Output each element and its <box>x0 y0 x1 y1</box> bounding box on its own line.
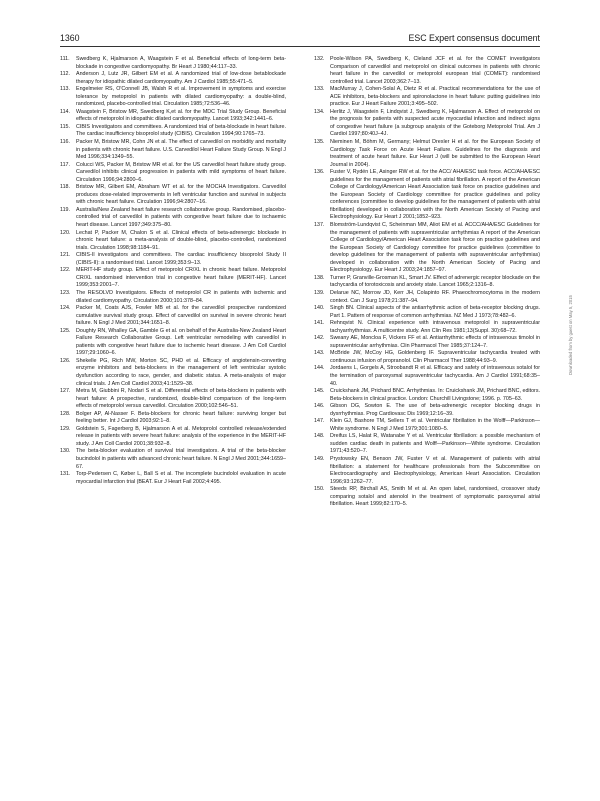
reference-text: The beta-blocker evaluation of survival trial investigators. A trial of the beta-blocker bucindolol in patients with advanced chronic heart failure. N Engl J Med 2001;344:1659–67. <box>76 448 286 470</box>
reference-item <box>314 275 540 290</box>
reference-text: Delarue NC, Morrow JD, Kerr JH, Colapinto RF. Phaeochromocytoma in the modern context. Can J Surg 1978;21:387–94. <box>330 289 540 304</box>
reference-item <box>60 411 286 426</box>
reference-item <box>314 290 540 305</box>
reference-text: Bolger AP, Al-Nasser F. Beta-blockers for chronic heart failure: surviving longer but feeling better. Int J Cardiol 2003;92:1–8. <box>76 410 286 425</box>
reference-text: Shekelle PG, Rich MW, Morton SC, PHD et al. Efficacy of angiotensin-converting enzyme inhibitors and beta-blockers in the management of left ventricular systolic dysfunction according to race, gender, and diabetic status. A meta-analysis of major clinical trials. J Am Coll Cardiol 2003;41:1529–38. <box>76 357 286 387</box>
reference-number: 146. <box>314 403 325 410</box>
reference-number: 150. <box>314 486 325 493</box>
reference-text: Australia/New Zealand heart failure research collaborative group. Randomised, placebo-controlled trial of carvedilol in patients with congestive heart failure due to ischaemic heart disease. Lancet 1997;349:375–80. <box>76 206 286 229</box>
reference-text: Rehnqvist N. Clinical experience with intravenous metoprolol in supraventricular tachyarrhythmias. A multicentre study. Ann Clin Res 1981;13(Suppl. 30):68–72. <box>330 320 540 334</box>
reference-number: 134. <box>314 108 325 115</box>
reference-item <box>60 328 286 358</box>
reference-item <box>314 86 540 109</box>
reference-text: Engelmeier RS, O'Connell JB, Walsh R et al. Improvement in symptoms and exercise tolerance by metoprolol in patients with dilated cardiomyopathy: a double-blind, randomized, placebo-controlled trial. Circulation 1985;72:536–46. <box>76 86 286 108</box>
reference-number: 130. <box>60 448 71 455</box>
references-right-column <box>314 56 540 509</box>
reference-item <box>314 365 540 388</box>
reference-number: 140. <box>314 305 325 312</box>
reference-item <box>60 162 286 185</box>
reference-number: 148. <box>314 433 325 440</box>
reference-item <box>60 109 286 124</box>
reference-number: 121. <box>60 252 71 259</box>
reference-number: 145. <box>314 388 325 395</box>
reference-number: 111. <box>60 56 70 62</box>
reference-text: CIBIS Investigators and committees. A randomized trial of beta-blockade in heart failure. The cardiac insufficiency bisoprolol study (CIBIS). Circulation 1994;90:1765–73. <box>76 123 286 138</box>
reference-item <box>314 320 540 335</box>
reference-number: 129. <box>60 425 71 432</box>
reference-item <box>60 139 286 162</box>
reference-number: 113. <box>60 86 71 93</box>
page-number: 1360 <box>60 33 80 43</box>
header-rule <box>60 46 540 47</box>
reference-text: Packer M, Coats AJS, Fowler MB et al. for the carvedilol prospective randomized cumulative survival study group. Effect of carvedilol on survival in severe chronic heart failure. N Engl J Med 2001;344:1651–8. <box>76 305 286 327</box>
reference-number: 116. <box>60 139 71 146</box>
reference-item <box>60 230 286 253</box>
reference-text: Cruickshank JM, Prichard BNC. Arrhythmias. In: Cruickshank JM, Prichard BNC, editors. Beta-blockers in clinical practice. London: Churchill Livingstone; 1996. p. 705–63. <box>330 388 540 402</box>
reference-text: Jordaens L, Gorgels A, Stroobandt R et al. Efficacy and safety of intravenous sotalol for the termination of paroxysmal supraventricular tachycardia. Am J Cardiol 1991;68:35–40. <box>330 365 540 387</box>
reference-number: 115. <box>60 123 71 130</box>
reference-item <box>314 403 540 418</box>
reference-item <box>60 71 286 86</box>
reference-number: 123. <box>60 289 71 296</box>
reference-text: Poole-Wilson PA, Swedberg K, Cleland JCF et al. for the COMET investigators Comparison of carvedilol and metoprolol on clinical outcomes in patients with chronic heart failure in the carvedilol or metoprolol european trial (COMET): randomised controlled trial. Lancet 2003;362:7–13. <box>330 56 540 85</box>
reference-text: Gibson DG, Sowton E. The use of beta-adrenergic receptor blocking drugs in dysrrhythmias. Prog Cardiovasc Dis 1969;12:16–39. <box>330 403 540 417</box>
reference-item <box>60 267 286 290</box>
reference-number: 128. <box>60 410 71 417</box>
reference-item <box>60 358 286 388</box>
reference-text: Turner P, Granville-Grosman KL, Smart JV. Effect of adrenergic receptor blockade on the tachycardia of torotoxicosis and anxiety state. Lancet 1965;2:1316–8. <box>330 274 540 289</box>
reference-number: 132. <box>314 56 325 62</box>
reference-text: Torp-Pedersen C, Køber L, Ball S et al. The incomplete bucindolol evaluation in acute myocardial infarction trial (BEAT. Eur J Heart Fail 2002;4:495. <box>76 471 286 485</box>
reference-text: Steeds RP, Birchall AS, Smith M et al. An open label, randomised, crossover study comparing sotalol and atenolol in the treatment of symptomatic paroxysmal atrial fibrillation. Heart 1999;82:170–5. <box>330 486 540 508</box>
reference-text: Swedberg K, Hjalmarson A, Waagstein F et al. Beneficial effects of long-term beta-blockade in congestive cardiomyopathy. Br Heart J 1980;44:117–33. <box>76 56 286 70</box>
reference-number: 126. <box>60 357 71 364</box>
reference-number: 118. <box>60 184 71 191</box>
reference-text: Anderson J, Lutz JR, Gilbert EM et al. A randomized trial of low-dose betablockade therapy for idiopathic dilated cardiomyopathy. Am J Cardiol 1985;55:471–5. <box>76 71 286 85</box>
reference-item <box>60 305 286 328</box>
reference-number: 133. <box>314 86 325 93</box>
reference-number: 142. <box>314 335 325 342</box>
reference-item <box>314 56 540 86</box>
reference-number: 136. <box>314 169 325 176</box>
reference-number: 137. <box>314 222 325 229</box>
reference-number: 147. <box>314 418 325 425</box>
download-note: Downloaded from by guest on May 5, 2015 <box>568 295 573 375</box>
reference-text: McBride JW, McCoy HG, Goldenberg IF. Supraventricular tachycardia treated with continuous infusion of propranolol. Clin Pharmacol Ther 1988;44:93–9. <box>330 350 540 364</box>
reference-item <box>314 486 540 509</box>
reference-item <box>314 222 540 275</box>
reference-number: 143. <box>314 350 325 357</box>
page-header <box>60 32 540 44</box>
reference-item <box>314 109 540 139</box>
reference-item <box>314 456 540 486</box>
reference-text: Herlitz J, Waagstein F, Lindqvist J, Swedberg K, Hjalmarson A. Effect of metoprolol on the prognosis for patients with suspected acute myocardial infarction and indirect signs of congestive heart failure (a subgroup analysis of the Goteborg Metoprolol Trial. Am J Cardiol 1997;80:40J–4J. <box>330 108 540 138</box>
reference-number: 120. <box>60 229 71 236</box>
reference-number: 139. <box>314 289 325 296</box>
reference-item <box>60 290 286 305</box>
reference-item <box>314 350 540 365</box>
reference-number: 127. <box>60 388 71 395</box>
reference-item <box>60 184 286 207</box>
reference-text: Bristow MR, Gilbert EM, Abraham WT et al. for the MOCHA Investigators. Carvedilol produces dose-related improvements in left ventricular function and survival in subjects with chronic heart failure. Circulation 1996;94:2807–16. <box>76 184 286 206</box>
reference-text: Klein GJ, Bashore TM, Sellers T et al. Ventricular fibrillation in the Wolff—Parkinson—White syndrome. N Engl J Med 1979;301:1080–5. <box>330 418 540 432</box>
reference-item <box>314 169 540 222</box>
reference-item <box>314 418 540 433</box>
reference-item <box>314 305 540 320</box>
reference-number: 114. <box>60 108 71 115</box>
reference-item <box>60 56 286 71</box>
reference-item <box>60 252 286 267</box>
reference-text: Metra M, Giubbini R, Nodari S et al. Differential effects of beta-blockers in patients with heart failure: A prospective, randomized, double-blind comparison of the long-term effects of metoprolol versus carvedilol. Circulation 2000;102:546–51. <box>76 388 286 410</box>
reference-item <box>314 335 540 350</box>
reference-number: 144. <box>314 365 325 372</box>
reference-text: Nieminen M, Böhm M, Germany; Helmut Drexler H et al. for the European Society of Cardiology Task Force on Acute Heart Failure. Guidelines for the diagnosis and treatment of acute heart failure. Eur Heart J (will be submitted to the European Heart Journal in 2004). <box>330 139 540 168</box>
reference-item <box>60 471 286 486</box>
reference-text: Goldstein S, Fagerberg B, Hjalmarson A et al. Metoprolol controlled release/extended release in patients with severe heart failure: analysis of the experience in the MERIT-HF study. J Am Coll Cardiol 2001;38:932–8. <box>76 425 286 447</box>
reference-item <box>314 388 540 403</box>
reference-number: 117. <box>60 161 71 168</box>
reference-item <box>60 448 286 471</box>
reference-number: 124. <box>60 305 71 312</box>
reference-text: Blomström-Lundqvist C, Scheinman MM, Aliot EM et al. ACCC/AHA/ESC Guidelines for the management of patients with supraventricular arrhythmias A report of the American College of Cardiology/American Heart Association task force on practice guidelines and the European Society of Cardiology committee for practice guidelines (committee to develop guidelines for the management of patients with supraventricular arrhythmias) developed in collaboration with the North American Society of Pacing and Electrophysiology. Eur Heart J 2003;24:1857–97. <box>330 222 540 274</box>
reference-item <box>314 139 540 169</box>
reference-number: 122. <box>60 267 71 274</box>
reference-text: MERIT-HF study group. Effect of metoprolol CR/XL in chronic heart failure. Metoprolol CR/XL randomised intervention trial in congestive heart failure (MERIT-HF). Lancet 1999;353:2001–7. <box>76 267 286 289</box>
reference-text: Colucci WS, Packer M, Bristow MR et al. for the US carvedilol heart failure study group. Carvedilol inhibits clinical progression in patients with mild symptoms of heart failure. Circulation 1996;94:2800–6. <box>76 161 286 183</box>
reference-text: MacMurray J, Cohen-Solal A, Dietz R et al. Practical recommendations for the use of ACE inhibitors, beta-blockers and spironolactone in heart failure: putting guidelines into practice. Eur J Heart Failure 2001;3:495–502. <box>330 86 540 108</box>
reference-number: 112. <box>60 71 71 78</box>
reference-number: 141. <box>314 320 325 327</box>
reference-text: Waagstein F, Bristow MR, Swedberg K,et al. for the MDC Trial Study Group. Beneficial effects of metoprolol in idiopathic dilated cardiomyopathy. Lancet 1993;342:1441–6. <box>76 108 286 123</box>
reference-text: Lechat P, Packer M, Chalon S et al. Clinical effects of beta-adrenergic blockade in chronic heart failure: a meta-analysis of double-blind, placebo-controlled, randomized trials. Circulation 1998;98:1184–91. <box>76 229 286 251</box>
reference-item <box>60 86 286 109</box>
reference-text: Dreifus LS, Halat R, Watanabe Y et al. Ventricular fibrillation: a possible mechanism of sudden cardiac death in patients and Wolff—Parkinson—White syndrome. Circulation 1971;43:520–7. <box>330 433 540 455</box>
reference-number: 131. <box>60 471 71 478</box>
reference-number: 135. <box>314 139 325 146</box>
reference-text: Doughty RN, Whalley GA, Gamble G et al. on behalf of the Australia-New Zealand Heart Failure Research Collaborative Group. Left ventricular remodeling with carvedilol in patients with congestive heart failure due to ischemic heart disease. J Am Coll Cardiol 1997;29:1060–6. <box>76 327 286 357</box>
journal-section-title: ESC Expert consensus document <box>408 33 540 43</box>
reference-item <box>60 124 286 139</box>
reference-text: The RESOLVD Investigators. Effects of metoprolol CR in patients with ischemic and dilated cardiomyopathy. Circulation 2000;101:378–84. <box>76 289 286 304</box>
reference-number: 138. <box>314 274 325 281</box>
reference-item <box>60 207 286 230</box>
reference-item <box>60 426 286 449</box>
reference-text: Singh BN. Clinical aspects of the antiarrhythmic action of beta-receptor blocking drugs. Part 1. Pattern of response of common arrhythmias. NZ Med J 1973;78:482–6. <box>330 305 540 319</box>
reference-text: Sweany AE, Moncloa F, Vickers FF et al. Antiarrhythmic effects of intravenous timolol in supraventricular arrhythmias. Clin Pharmacol Ther 1985;37:124–7. <box>330 335 540 349</box>
reference-item <box>60 388 286 411</box>
reference-text: Prystowsky EN, Benson JW, Fuster V et al. Management of patients with atrial fibrillation: a statement for healthcare professionals from the Subcommittee on Electrocardiography and Electrophysiology, American Heart Association. Circulation 1996;93:1262–77. <box>330 455 540 485</box>
reference-number: 149. <box>314 455 325 462</box>
reference-item <box>314 433 540 456</box>
reference-number: 125. <box>60 327 71 334</box>
reference-text: Packer M, Bristow MR, Cohn JN et al. The effect of carvedilol on morbidity and mortality in patients with chronic heart failure. U.S. Carvedilol Heart Failure Study Group. N Engl J Med 1996;334:1349–55. <box>76 139 286 161</box>
references-left-column <box>60 56 286 486</box>
reference-text: Fuster V, Rydén LE, Asinger RW et al. for the ACC/ AHA/ESC task force. ACC/AHA/ESC guidelines for the management of patients with atrial fibrillation. A report of the American College of Cardiology/American Heart Association task force on practice guidelines and the European Society of Cardiology committee for practice guidelines and policy conferences (committee to develop guidelines for the management of patients with atrial fibrillation) developed in collaboration with the North American Society of Pacing and Electrophysiology. Eur Heart J 2001;1852–923. <box>330 169 540 221</box>
reference-text: CIBIS-II investigators and committees. The cardiac insufficiency bisoprolol Study II (CIBIS-II): a randomised trial. Lancet 1999;353:9–13. <box>76 252 286 266</box>
reference-number: 119. <box>60 206 71 213</box>
